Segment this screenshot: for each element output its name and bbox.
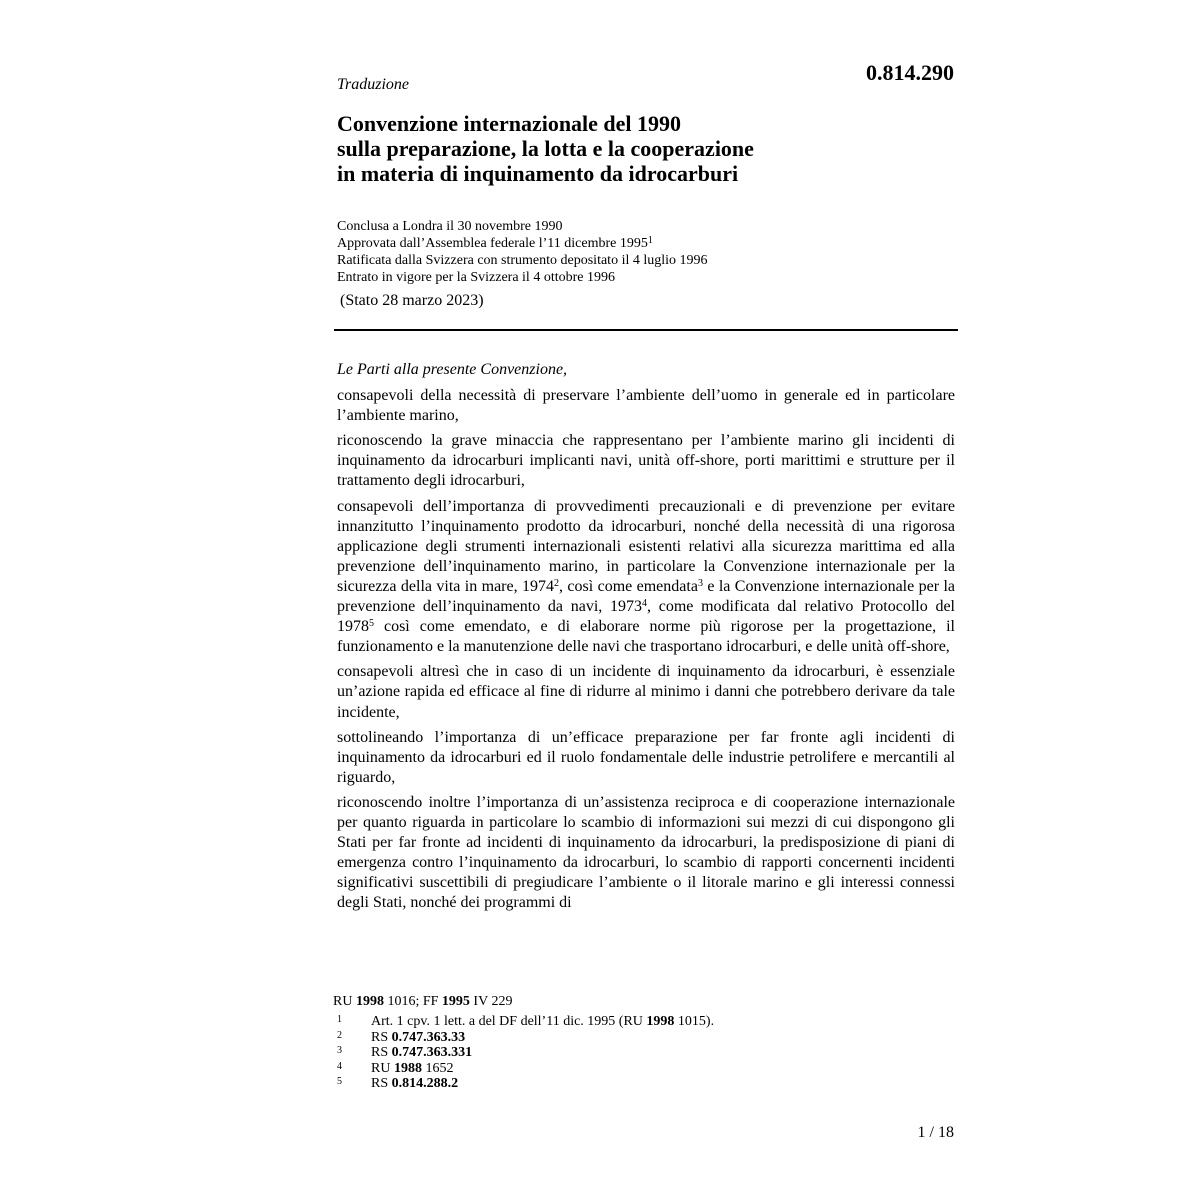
header-divider bbox=[334, 329, 958, 331]
footnote-text-part: RS bbox=[371, 1076, 392, 1091]
footnote-text bbox=[371, 1045, 472, 1061]
footnote-text-part: RS bbox=[371, 1045, 392, 1060]
footnote-number: 2 bbox=[337, 1029, 342, 1041]
footnote-item bbox=[337, 1014, 714, 1030]
footnote-text bbox=[371, 1061, 453, 1077]
approved-date bbox=[337, 235, 708, 252]
preamble-paragraph: riconoscendo la grave minaccia che rappresentano per l’ambiente marino gli incidenti di inquinamento da idrocarburi implicanti navi, unità off-shore, porti marittimi e strutture per il trattamento degli idrocarburi, bbox=[337, 432, 955, 490]
footnote-item bbox=[337, 1030, 714, 1046]
footnote-item bbox=[337, 1076, 714, 1092]
preamble-paragraph: consapevoli altresì che in caso di un incidente di inquinamento da idrocarburi, è essenziale un’azione rapida ed efficace al fine di ridurre al minimo i danni che potrebbero derivare da tale incidente, bbox=[337, 663, 955, 721]
text-segment: così come emendato, e di elaborare norme più rigorose per la progettazione, il funzionamento e la manutenzione delle navi che trasportano idrocarburi, e delle unità off-shore, bbox=[337, 618, 955, 656]
preamble-paragraph: consapevoli della necessità di preservare l’ambiente dell’uomo in generale ed in particolare l’ambiente marino, bbox=[337, 387, 955, 425]
concluded-date: Conclusa a Londra il 30 novembre 1990 bbox=[337, 219, 563, 234]
footnote-bold-part: 1988 bbox=[393, 1060, 422, 1076]
preamble-paragraph: sottolineando l’importanza di un’efficace preparazione per far fronte agli incidenti di inquinamento da idrocarburi ed il ruolo fondamentale delle industrie petrolifere e mercantili al riguardo, bbox=[337, 728, 955, 786]
footnote-text bbox=[371, 1014, 714, 1030]
footnote-item bbox=[337, 1061, 714, 1077]
document-title bbox=[337, 111, 754, 186]
footnote-item bbox=[337, 1045, 714, 1061]
source-text: IV 229 bbox=[469, 994, 513, 1009]
source-year: 1995 bbox=[441, 994, 470, 1009]
footnote-bold-part[interactable]: 0.747.363.33 bbox=[391, 1029, 466, 1045]
text-segment: consapevoli dell’importanza di provvedimenti precauzionali e di prevenzione per evitare innanzitutto l’inquinamento prodotto da idrocarburi, nonché della necessità di una rigorosa applicazione degli strumenti internazionali esistenti relativi alla sicurezza marittima ed alla prevenzione dell’inquinamento marino, in particolare la Convenzione internazionale per la sicurezza della vita in mare, 1974 bbox=[337, 497, 955, 595]
text-segment: e la Convenzione internazionale per la prevenzione dell’inquinamento da navi, 1973 bbox=[337, 577, 955, 616]
footnote-text-part: RU bbox=[371, 1060, 394, 1076]
approved-text: Approvata dall’Assemblea federale l’11 dicembre 1995 bbox=[337, 236, 648, 251]
footnote-text-part: 1652 bbox=[421, 1060, 454, 1076]
source-text: 1016; FF bbox=[383, 994, 442, 1009]
footnote-number: 1 bbox=[337, 1014, 342, 1025]
footnote-text-part: RS bbox=[371, 1029, 392, 1045]
footnote-number: 4 bbox=[337, 1060, 342, 1072]
title-line: Convenzione internazionale del 1990 bbox=[337, 111, 682, 136]
footnote-bold-part[interactable]: 0.747.363.331 bbox=[391, 1045, 473, 1060]
source-year: 1998 bbox=[355, 994, 384, 1009]
preamble-paragraph bbox=[337, 497, 955, 658]
footnote-bold-part: 1998 bbox=[646, 1014, 675, 1029]
ratified-date: Ratificata dalla Svizzera con strumento depositato il 4 luglio 1996 bbox=[337, 253, 708, 268]
preamble-paragraph: riconoscendo inoltre l’importanza di un’assistenza reciproca e di cooperazione internazionale per quanto riguarda in particolare lo scambio di informazioni sui mezzi di cui dispongono gli Stati per far fronte ad incidenti di inquinamento da idrocarburi, la predisposizione di piani di emergenza contro l’inquinamento da idrocarburi, lo scambio di rapporti concernenti incidenti significativi suscettibili di pregiudicare l’ambiente o il litorale marino e gli interessi connessi degli Stati, nonché dei programmi di bbox=[337, 793, 955, 912]
title-line: sulla preparazione, la lotta e la cooperazione bbox=[337, 136, 754, 161]
footnote-ref[interactable]: 5 bbox=[369, 618, 374, 630]
preamble bbox=[337, 360, 955, 918]
footnote-ref[interactable]: 1 bbox=[647, 235, 653, 246]
footnote-ref[interactable]: 2 bbox=[554, 577, 560, 589]
text-segment: , così come emendata bbox=[559, 577, 698, 595]
footnote-ref[interactable]: 3 bbox=[697, 577, 703, 589]
footnote-text-part: 1015). bbox=[674, 1014, 715, 1029]
translation-label: Traduzione bbox=[337, 76, 410, 93]
footnote-text bbox=[371, 1030, 465, 1046]
footnotes-list bbox=[337, 1014, 714, 1092]
source-text: RU bbox=[333, 994, 356, 1009]
footnote-ref[interactable]: 4 bbox=[642, 598, 648, 610]
preamble-intro: Le Parti alla presente Convenzione, bbox=[337, 361, 568, 378]
footnote-text-part: Art. 1 cpv. 1 lett. a del DF dell’11 dic. 1995 (RU bbox=[371, 1014, 647, 1029]
footnote-source bbox=[333, 994, 512, 1010]
text-segment: , come modificata dal relativo Protocollo del 1978 bbox=[337, 598, 956, 636]
page-number: 1 / 18 bbox=[917, 1124, 954, 1141]
document-metadata bbox=[337, 218, 708, 286]
in-force-date: Entrato in vigore per la Svizzera il 4 ottobre 1996 bbox=[337, 270, 615, 285]
title-line: in materia di inquinamento da idrocarburi bbox=[337, 161, 739, 186]
footnote-number: 5 bbox=[337, 1076, 342, 1087]
document-number: 0.814.290 bbox=[866, 60, 954, 85]
footnote-bold-part[interactable]: 0.814.288.2 bbox=[391, 1076, 459, 1091]
footnote-text bbox=[371, 1076, 458, 1092]
status-date: (Stato 28 marzo 2023) bbox=[340, 292, 484, 309]
footnote-number: 3 bbox=[337, 1045, 342, 1056]
